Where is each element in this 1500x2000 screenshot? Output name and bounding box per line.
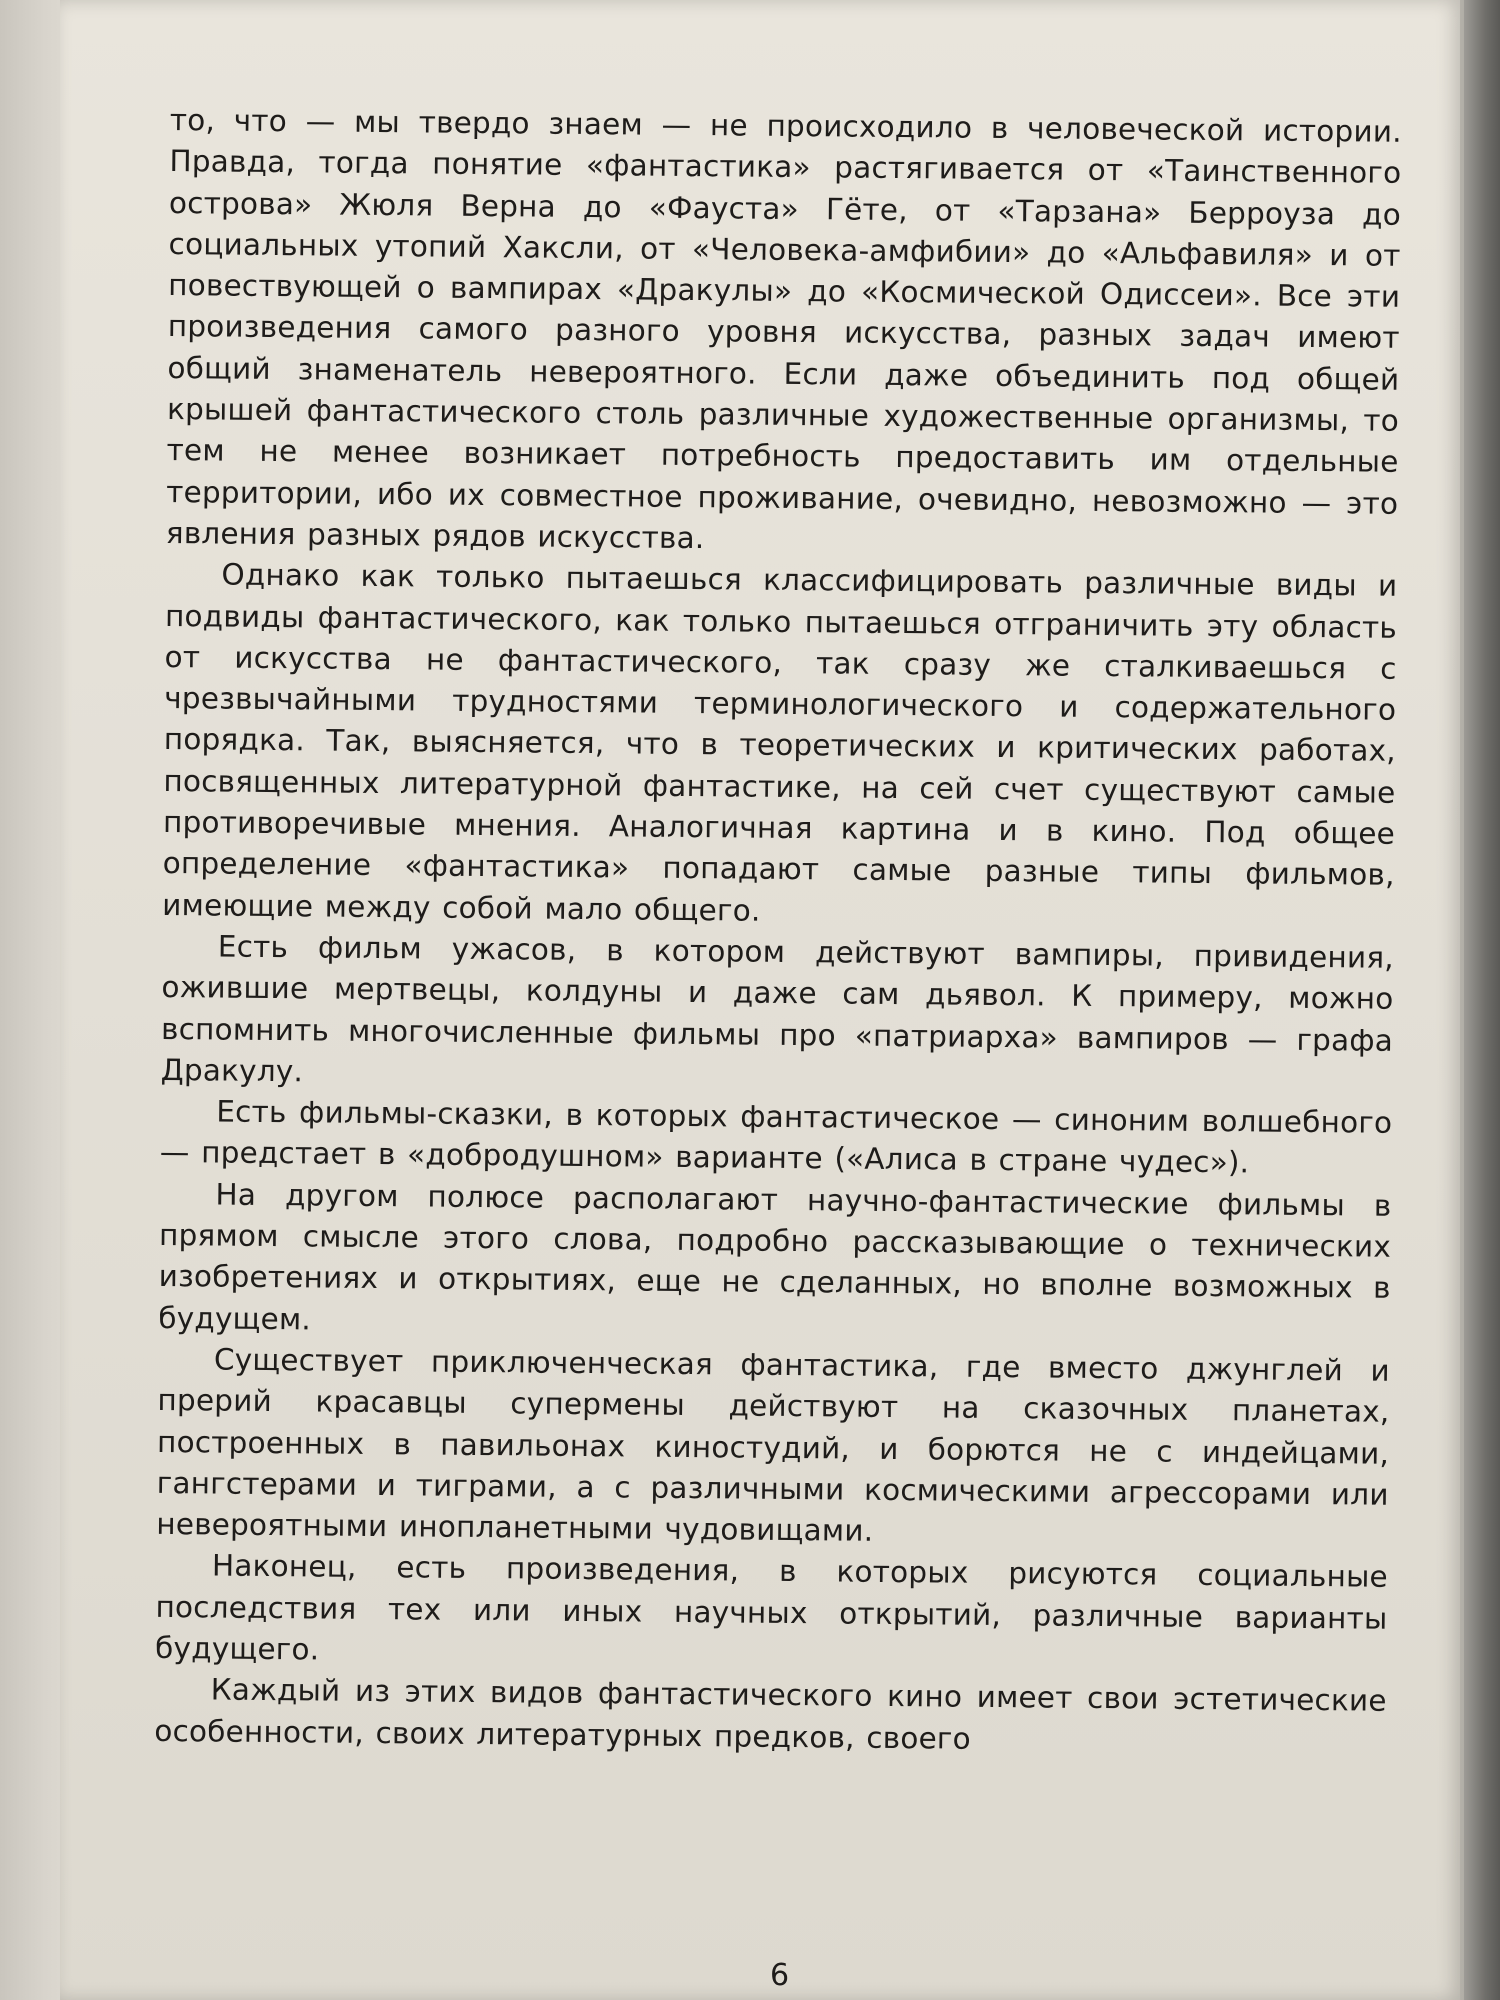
book-edge (1464, 0, 1500, 2000)
paragraph-5: На другом полюсе располагают научно-фантастические фильмы в прямом смысле этого слова, подробно рассказывающие о технических изобретениях и открытиях, еще не сделанных, но вполне возможных в будущем. (158, 1177, 1392, 1337)
paragraph-3: Есть фильм ужасов, в котором действуют вампиры, привидения, ожившие мертвецы, колдуны и даже сам дьявол. К примеру, можно вспомнить многочисленные фильмы про «патриарха» вампиров — графа Дракулу. (160, 929, 1394, 1089)
paragraph-8: Каждый из этих видов фантастического кино имеет свои эстетические особенности, своих литературных предков, своего (154, 1672, 1387, 1756)
page-text (154, 100, 1402, 1764)
page-number: 6 (770, 1958, 790, 1993)
paragraph-2: Однако как только пытаешься классифицировать различные виды и подвиды фантастического, как только пытаешься отграничить эту область от искусства не фантастического, так сразу же сталкиваешься с чрезвычайными трудностями терминологического и содержательного порядка. Так, выясняется, что в теоретических и критических работах, посвященных литературной фантастике, на сей счет существуют самые противоречивые мнения. Аналогичная картина и в кино. Под общее определение «фантастика» попадают самые разные типы фильмов, имеющие между собой мало общего. (162, 557, 1398, 928)
paragraph-4: Есть фильмы-сказки, в которых фантастическое — синоним волшебного — предстает в «добродушном» варианте («Алиса в стране чудес»). (159, 1094, 1393, 1180)
paragraph-1: то, что — мы твердо знаем — не происходило в человеческой истории. Правда, тогда понятие «фантастика» растягивается от «Таинственного острова» Жюля Верна до «Фауста» Гёте, от «Тарзана» Берроуза до социальных утопий Хаксли, от «Человека-амфибии» до «Альфавиля» и от повествующей о вампирах «Дракулы» до «Космической Одиссеи». Все эти произведения самого разного уровня искусства, разных задач имеют общий знаменатель невероятного. Если даже объединить под общей крышей фантастического столь различные художественные организмы, то тем не менее возникает потребность предоставить им отдельные территории, ибо их совместное проживание, очевидно, невозможно — это явления разных рядов искусства. (165, 102, 1402, 556)
paragraph-7: Наконец, есть произведения, в которых рисуются социальные последствия тех или иных научных открытий, различные варианты будущего. (154, 1548, 1389, 1667)
paragraph-6: Существует приключенческая фантастика, где вместо джунглей и прерий красавцы супермены действуют на сказочных планетах, построенных в павильонах киностудий, и борются не с индейцами, гангстерами и тиграми, а с различными космическими агрессорами или невероятными инопланетными чудовищами. (156, 1342, 1391, 1548)
